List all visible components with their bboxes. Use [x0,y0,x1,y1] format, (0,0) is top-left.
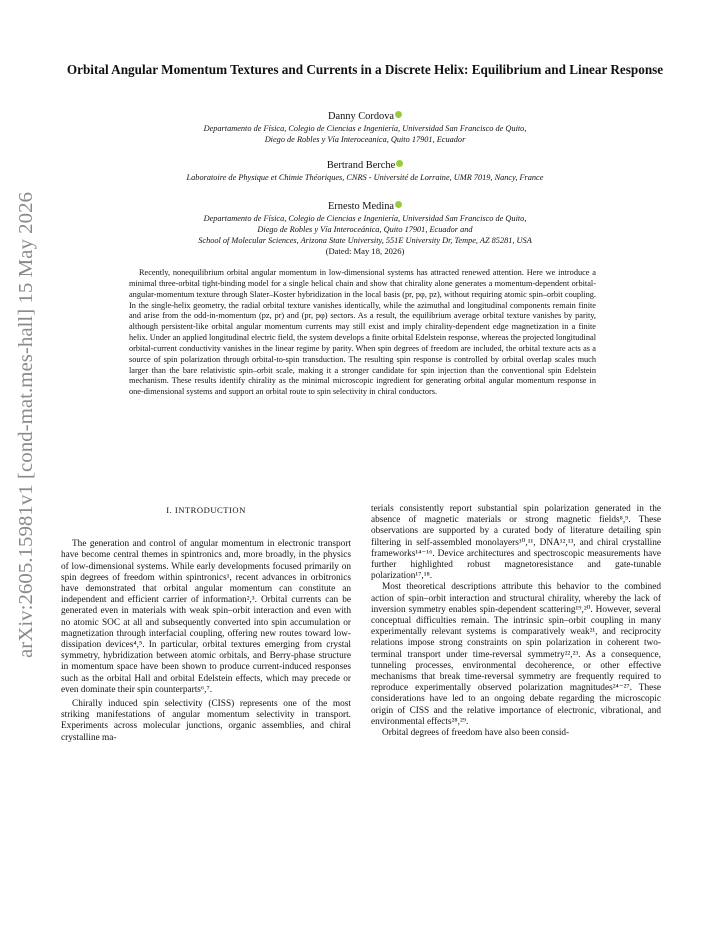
orcid-icon[interactable] [396,160,403,167]
abstract: Recently, nonequilibrium orbital angular momentum in low-dimensional systems has attracted renewed attention. Here we introduce a minimal three-orbital tight-binding model for a single helical chain and show that chirality alone generates a momentum-dependent orbital-angular-momentum texture through Slater–Koster hybridization in the local basis (pr, pφ, pz), without requiring atomic spin–orbit coupling. In the single-helix geometry, the radial orbital texture vanishes identically, while the azimuthal and longitudinal components remain finite and arise from the odd-in-momentum (pz, pr) and (pr, pφ) sectors. As a result, the equilibrium average orbital texture vanishes by parity, although persistent-like orbital angular momentum currents may still exist and imply chirality-dependent edge magnetization in a finite helix. Under an applied longitudinal electric field, the system develops a finite orbital Edelstein response, whereas the projected longitudinal orbital-current conductivity vanishes in the linear regime by parity. When spin degrees of freedom are included, the orbital texture acts as a source of spin polarization through orbital-to-spin transduction. The resulting spin response is controlled by orbital overlap scales much larger than the bare relativistic spin–orbit scale, making it a stronger candidate for spin injection than the conventional spin Edelstein mechanism. These results identify chirality as the minimal microscopic ingredient for generating orbital angular momentum response in one-dimensional systems and support an orbital route to spin selectivity in chiral conductors. [129,268,596,397]
paragraph: terials consistently report substantial spin polarization generated in the absence of magnetic materials or strong magnetic fields⁸,⁹. These observations are supported by a curated body of literature detailing spin filtering in self-assembled monolayers¹⁰,¹¹, DNA¹²,¹³, and chiral crystalline frameworks¹⁴⁻¹⁶. Device architectures and spectroscopic measurements have further highlighted robust magnetoresistance and gate-tunable polarization¹⁷,¹⁸. [371,504,661,582]
arxiv-identifier [2,190,46,660]
affiliation: Diego de Robles y Vía Interoceánica, Quito 17901, Ecuador and [257,225,473,234]
author-name: Ernesto Medina [327,201,395,212]
dated-line: (Dated: May 18, 2026) [325,246,405,256]
affiliation: School of Molecular Sciences, Arizona State University, 551E University Dr, Tempe, AZ 85281, USA [198,236,532,245]
author-name: Danny Cordova [327,111,395,122]
paragraph: Chirally induced spin selectivity (CISS) represents one of the most striking manifestations of angular momentum selectivity in transport. Experiments across molecular junctions, organic assemblies, and chiral crystalline ma- [61,699,351,743]
paragraph: Most theoretical descriptions attribute this behavior to the combined action of spin–orbit interaction and structural chirality, whereby the lack of inversion symmetry enables spin-dependent scattering¹⁹,²⁰. However, several conceptual difficulties remain. The intrinsic spin–orbit coupling in many experimentally relevant systems is comparatively weak²¹, and reciprocity relations impose strong constraints on spin polarization in coherent two-terminal transport under time-reversal symmetry²²,²³. As a consequence, tunneling processes, environmental decoherence, or other effective mechanisms that break time-reversal symmetry are frequently required to reproduce experimentally observed polarization magnitudes²⁴⁻²⁷. These considerations have led to an ongoing debate regarding the microscopic origin of CISS and the relative importance of electronic, vibrational, and environmental effects²⁸,²⁹. [371,582,661,727]
section-heading: I. INTRODUCTION [166,505,246,515]
affiliation: Laboratoire de Physique et Chimie Théoriques, CNRS - Université de Lorraine, UMR 7019, Nancy, France [186,173,544,182]
orcid-icon[interactable] [395,201,402,208]
paragraph: The generation and control of angular momentum in electronic transport have become central themes in spintronics and, more broadly, in the physics of low-dimensional systems. While early developments focused primarily on spin degrees of freedom within spintronics¹, recent advances in orbitronics have demonstrated that orbital angular momentum can constitute an independent and efficient carrier of information²,³. Orbital currents can be generated even in materials with weak spin–orbit interaction and even with no atomic SOC at all and subsequently converted into spin accumulation or magnetization through interfacial coupling, offering new routes toward low-dissipation devices⁴,⁵. In particular, orbital textures emerging from crystal symmetry, hybridization between atomic orbitals, and Berry-phase structure in momentum space have been shown to produce current-induced responses such as the orbital Hall and orbital Edelstein effects, which may precede or even dominate their spin counterparts⁶,⁷. [61,539,351,695]
affiliation: Departamento de Física, Colegio de Ciencias e Ingeniería, Universidad San Francisco de Quito, [203,124,527,133]
orcid-icon[interactable] [395,111,402,118]
paragraph: Orbital degrees of freedom have also been consid- [382,728,570,739]
left-column [61,505,351,744]
affiliation: Departamento de Física, Colegio de Ciencias e Ingeniería, Universidad San Francisco de Quito, [203,214,527,223]
arxiv-id-text: arXiv:2605.15981v1 [cond-mat.mes-hall] 15 May 2026 [15,212,37,658]
right-column [371,504,661,739]
author-block-3 [60,200,670,257]
author-block-1 [60,110,670,145]
affiliation: Diego de Robles y Vía Interoceanica, Quito 17901, Ecuador [264,135,466,144]
author-block-2 [60,159,670,183]
paper-title: Orbital Angular Momentum Textures and Currents in a Discrete Helix: Equilibrium and Linear Response [66,62,664,77]
author-name: Bertrand Berche [326,160,396,171]
